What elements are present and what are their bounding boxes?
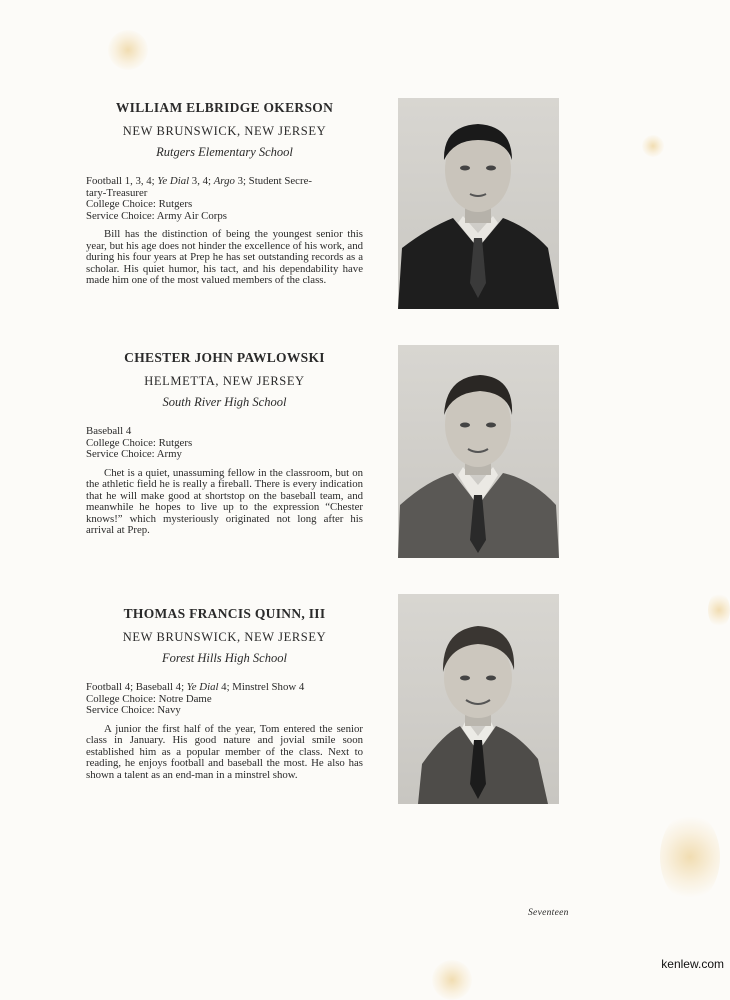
college-choice: College Choice: Rutgers [86, 198, 193, 210]
activities-line: Baseball 4 [86, 425, 132, 437]
senior-entry-okerson [86, 100, 363, 287]
previous-school: Forest Hills High School [162, 651, 287, 665]
senior-name: WILLIAM ELBRIDGE OKERSON [115, 100, 334, 115]
senior-name: CHESTER JOHN PAWLOWSKI [124, 350, 325, 365]
activities-line: tary-Treasurer [86, 186, 148, 199]
senior-facts [86, 426, 363, 461]
service-choice: Service Choice: Army [86, 448, 182, 460]
age-stain [108, 30, 148, 70]
senior-bio: A junior the first half of the year, Tom entered the senior class in January. His good nature and jovial smile soon established him as a popular member of the class. Next to reading, he enjoys football and baseball the most. He also has shown a talent as an end-man in a minstrel show. [86, 722, 363, 781]
hometown: HELMETTA, NEW JERSEY [144, 374, 305, 388]
service-choice: Service Choice: Navy [86, 704, 181, 716]
hometown: NEW BRUNSWICK, NEW JERSEY [122, 124, 327, 138]
activities-line: Football 4; Baseball 4; Ye Dial 4; Minstrel Show 4 [86, 681, 305, 693]
activities-line: Football 1, 3, 4; Ye Dial 3, 4; Argo 3; Student Secre- [86, 175, 312, 187]
page-number: Seventeen [528, 908, 569, 918]
service-choice: Service Choice: Army Air Corps [86, 209, 227, 222]
college-choice: College Choice: Rutgers [86, 436, 193, 449]
portrait-photo [398, 98, 559, 309]
senior-name: THOMAS FRANCIS QUINN, III [123, 606, 326, 621]
senior-facts [86, 682, 363, 717]
age-stain [642, 135, 664, 157]
senior-entry-pawlowski [86, 350, 363, 537]
senior-entry-quinn [86, 606, 363, 781]
senior-bio: Bill has the distinction of being the youngest senior this year, but his age does not hinder the excellence of his work, and during his four years at Prep he has set outstanding records as a scholar. His quiet humor, his tact, and his dependability have made him one of the most valued members of the class. [86, 228, 363, 286]
senior-facts [86, 176, 363, 222]
previous-school: Rutgers Elementary School [156, 145, 293, 159]
college-choice: College Choice: Notre Dame [86, 692, 212, 705]
age-stain [660, 812, 720, 902]
age-stain [432, 960, 472, 1000]
senior-bio: Chet is a quiet, unassuming fellow in the classroom, but on the athletic field he is really a fireball. There is every indication that he will make good at shortstop on the baseball team, and meanwhile he hopes to live up to the expression “Chester knows!” which mysteriously originated not long after his arrival at Prep. [86, 466, 363, 536]
previous-school: South River High School [162, 395, 287, 409]
watermark: kenlew.com [661, 957, 724, 971]
portrait-photo [398, 594, 559, 804]
age-stain [708, 592, 730, 628]
portrait-photo [398, 345, 559, 558]
hometown: NEW BRUNSWICK, NEW JERSEY [122, 630, 327, 644]
